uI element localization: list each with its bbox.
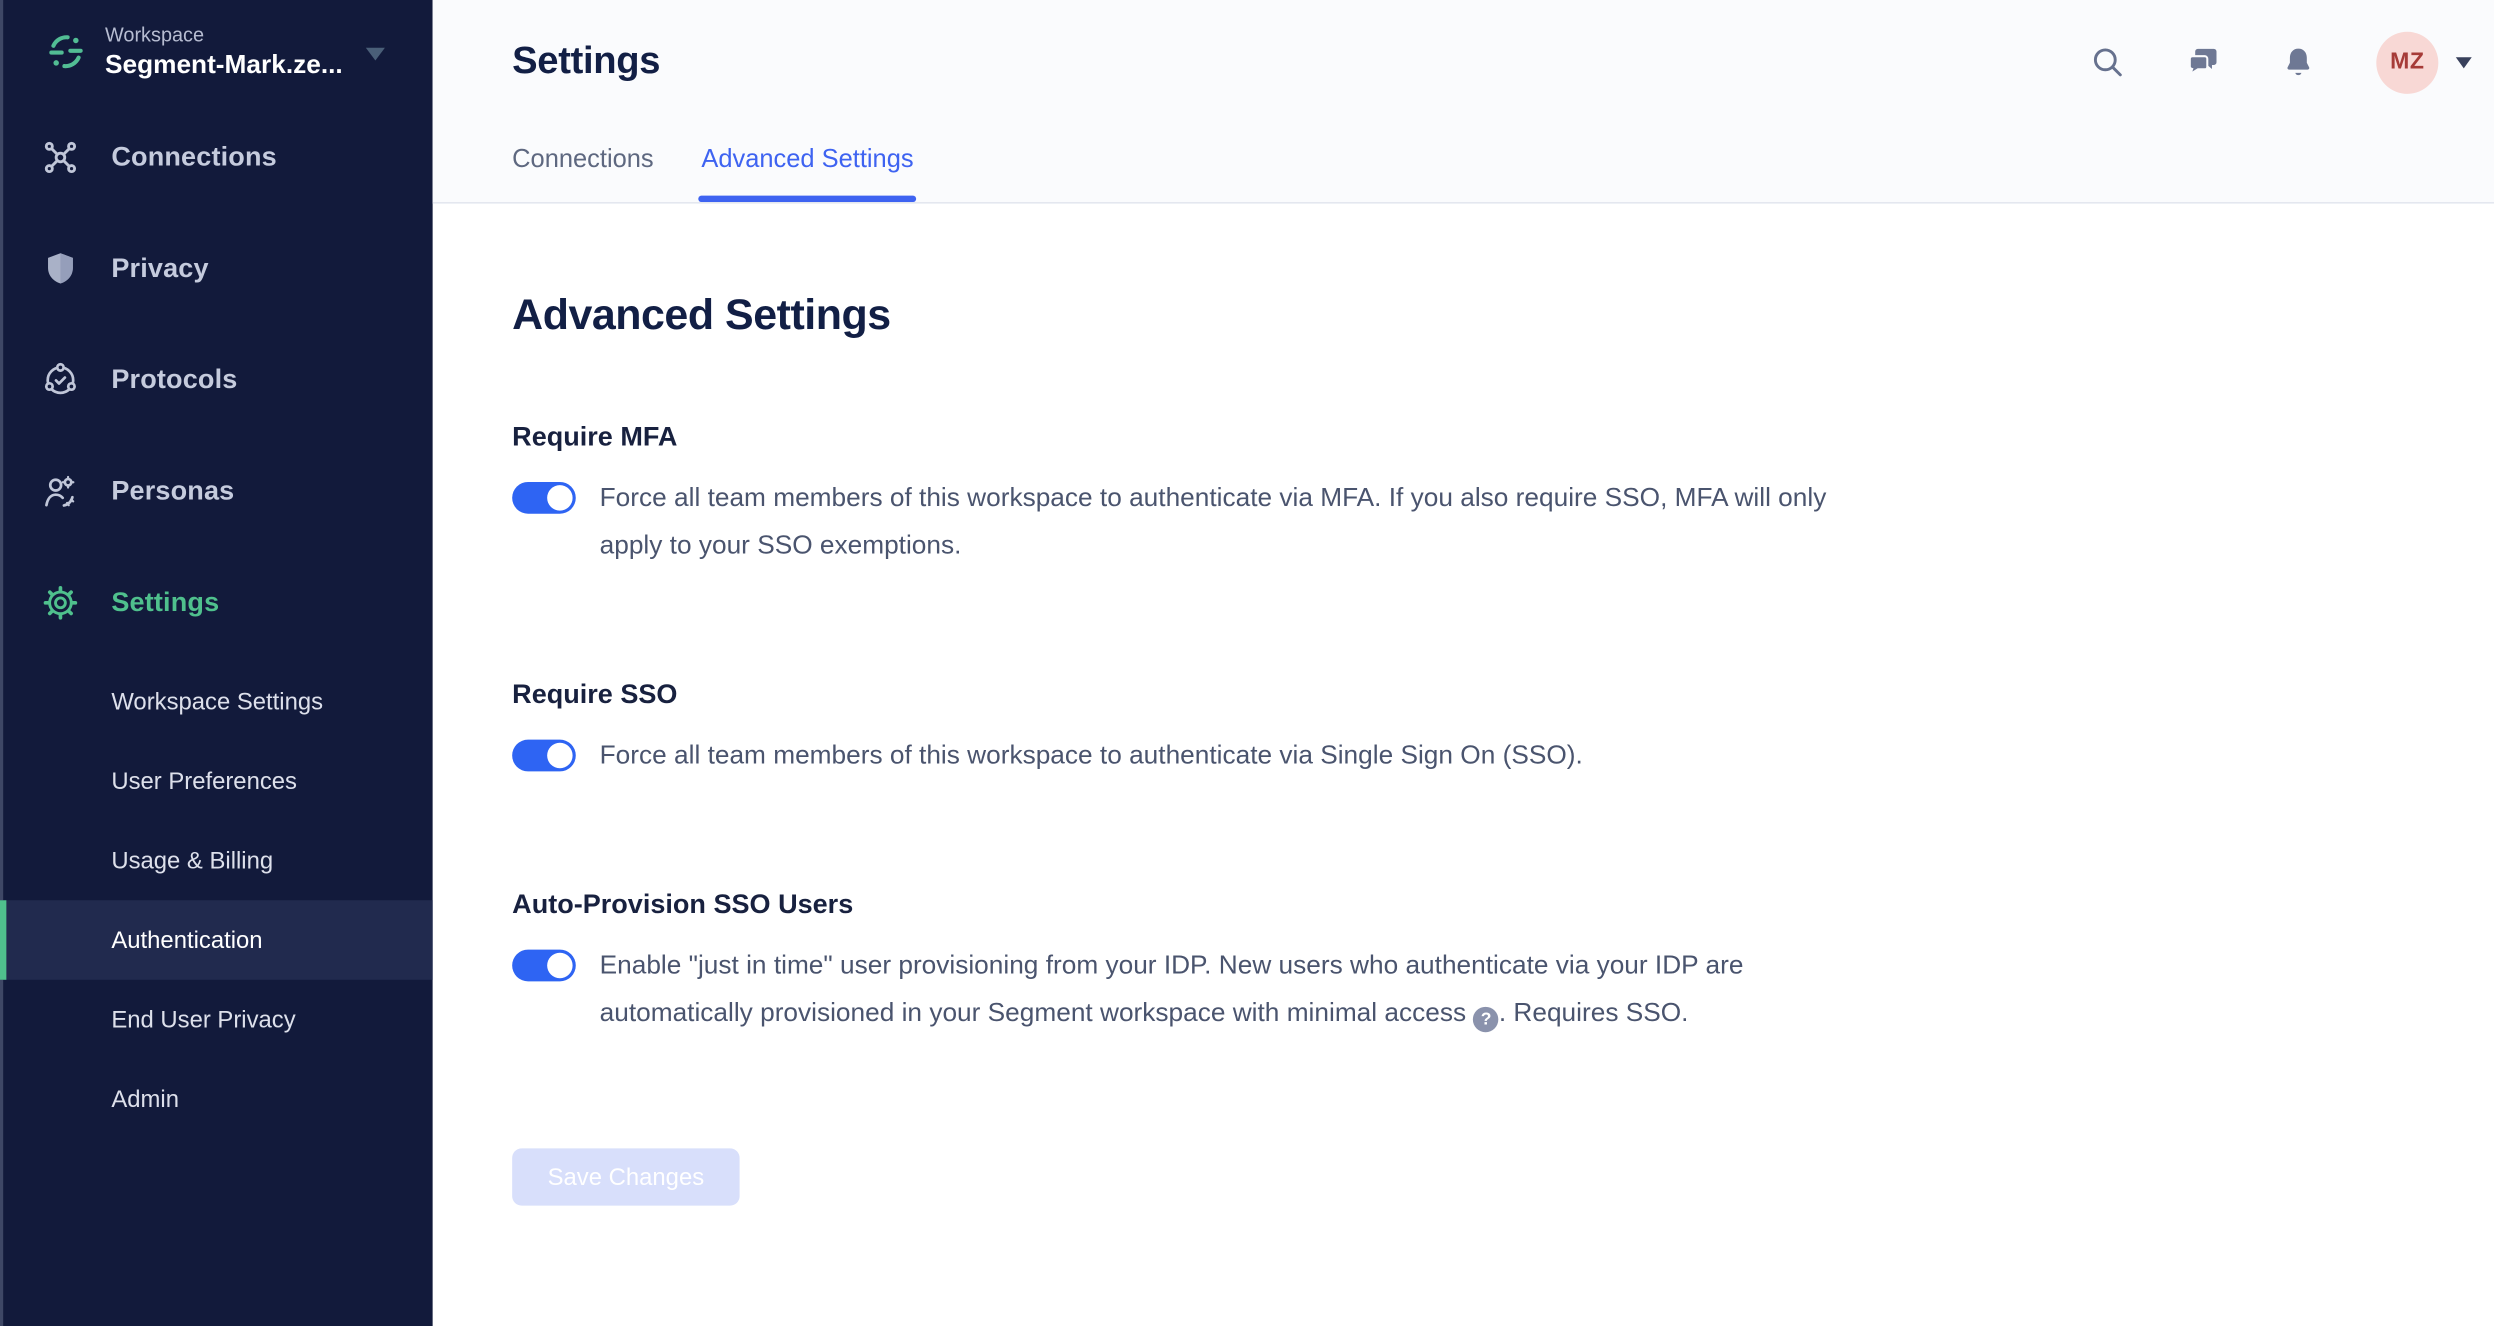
subnav-item-label: End User Privacy	[111, 1006, 296, 1034]
segment-logo-icon	[48, 33, 85, 70]
sidebar-item-protocols[interactable]	[0, 324, 433, 435]
sidebar-item-label: Protocols	[111, 364, 238, 395]
sidebar-item-label: Privacy	[111, 252, 209, 284]
subnav-item-authentication[interactable]	[0, 900, 433, 980]
setting-row	[512, 942, 2414, 1037]
sidebar-item-connections[interactable]	[0, 102, 433, 213]
desc-line	[600, 989, 1744, 1037]
header-actions	[2090, 0, 2472, 124]
tab-connections[interactable]: Connections	[512, 146, 654, 174]
workspace-name: Segment-Mark.ze...	[104, 50, 343, 80]
workspace-texts	[105, 22, 343, 82]
advanced-settings-content	[433, 204, 2494, 1206]
subnav-item-end-user-privacy[interactable]	[0, 980, 433, 1060]
sidebar	[0, 0, 433, 1326]
workspace-caret-down-icon[interactable]	[366, 48, 385, 61]
sidebar-item-label: Connections	[111, 141, 277, 172]
subnav-item-admin[interactable]	[0, 1059, 433, 1139]
desc-line: Force all team members of this workspace to authenticate via Single Sign On (SSO).	[599, 741, 1583, 770]
page-title: Settings	[512, 39, 661, 83]
subnav-item-label: Workspace Settings	[111, 687, 324, 715]
subnav-item-label: Admin	[111, 1085, 179, 1113]
workspace-label: Workspace	[104, 23, 205, 47]
avatar[interactable]: MZ	[2376, 31, 2438, 93]
section-require-sso	[512, 678, 2414, 780]
subnav-item-label: Usage & Billing	[111, 846, 274, 875]
content-heading: Advanced Settings	[512, 291, 891, 339]
section-title: Require MFA	[512, 421, 678, 452]
sidebar-nav	[0, 102, 433, 1139]
setting-row	[512, 474, 2414, 569]
page-header	[433, 0, 2494, 204]
section-auto-provision-sso	[512, 888, 2414, 1038]
sidebar-item-settings[interactable]	[0, 547, 433, 658]
section-title: Auto-Provision SSO Users	[512, 889, 854, 920]
tab-bar	[512, 146, 913, 202]
toggle-knob	[547, 485, 572, 510]
bell-icon[interactable]	[2281, 45, 2316, 80]
setting-row	[512, 732, 2414, 780]
setting-description	[600, 474, 1827, 569]
desc-text: . Requires SSO.	[1498, 998, 1689, 1028]
workspace-switcher[interactable]	[0, 0, 433, 83]
subnav-item-label: User Preferences	[111, 767, 297, 795]
privacy-shield-icon	[41, 250, 79, 288]
subnav-item-workspace-settings[interactable]	[0, 662, 433, 742]
subnav-item-label: Authentication	[111, 926, 263, 954]
sidebar-item-privacy[interactable]	[0, 213, 433, 324]
subnav-item-usage-billing[interactable]	[0, 821, 433, 901]
section-title: Require SSO	[512, 679, 678, 710]
sidebar-item-label: Settings	[111, 586, 220, 618]
require-mfa-toggle[interactable]	[512, 482, 576, 514]
search-icon[interactable]	[2090, 45, 2125, 80]
toggle-knob	[547, 743, 572, 768]
desc-line: Force all team members of this workspace to authenticate via MFA. If you also require SSO, MFA will only	[599, 483, 1827, 513]
desc-line: Enable "just in time" user provisioning from your IDP. New users who authenticate via your IDP are	[599, 951, 1744, 980]
user-menu-caret-down-icon[interactable]	[2456, 56, 2472, 67]
setting-description	[600, 732, 1583, 780]
settings-gear-icon	[41, 584, 79, 622]
desc-text: automatically provisioned in your Segment workspace with minimal access	[599, 998, 1474, 1028]
protocols-icon	[41, 361, 79, 399]
section-require-mfa	[512, 420, 2414, 570]
toggle-knob	[547, 953, 572, 978]
tab-advanced-settings[interactable]: Advanced Settings	[701, 146, 913, 202]
personas-icon	[41, 472, 79, 510]
require-sso-toggle[interactable]	[512, 740, 576, 772]
help-icon[interactable]: ?	[1473, 1007, 1498, 1032]
auto-provision-sso-toggle[interactable]	[512, 950, 576, 982]
sidebar-item-personas[interactable]	[0, 436, 433, 547]
subnav-item-user-preferences[interactable]	[0, 741, 433, 821]
settings-subnav	[0, 662, 433, 1139]
desc-line: apply to your SSO exemptions.	[599, 531, 962, 560]
main-area	[433, 0, 2494, 1326]
user-menu[interactable]	[2376, 31, 2471, 93]
sidebar-item-label: Personas	[111, 475, 235, 506]
connections-icon	[41, 138, 79, 176]
setting-description	[600, 942, 1744, 1037]
save-changes-button[interactable]: Save Changes	[512, 1148, 739, 1205]
chat-icon[interactable]	[2185, 45, 2220, 80]
